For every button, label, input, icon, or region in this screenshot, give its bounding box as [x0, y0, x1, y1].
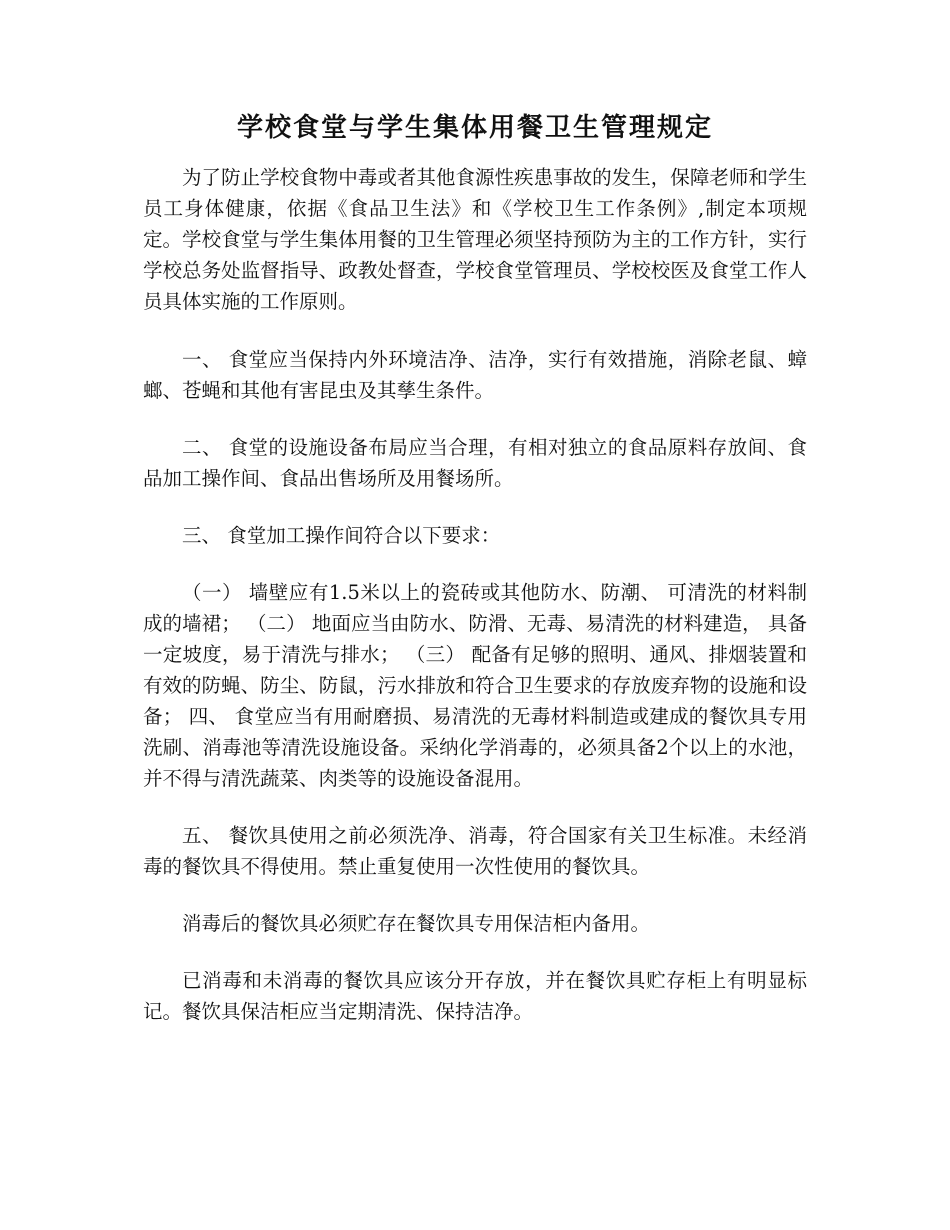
document-title: 学校食堂与学生集体用餐卫生管理规定 [236, 113, 713, 143]
paragraph-item-3: 三、 食堂加工操作间符合以下要求： [182, 524, 501, 547]
paragraph-subitems: （一） 墙壁应有1.5米以上的瓷砖或其他防水、防潮、 可清洗的材料制成的墙裙； （二） 地面应当由防水、防滑、无毒、易清洗的材料建造， 具备一定坡度，易于清洗与排水； （三） 配备有足够的照明、通风、排烟装置和有效的防蝇、防尘、防鼠，污水排放和符合卫生要求的存放废弃物的设施和设备； 四、 食堂应当有用耐磨损、易清洗的无毒材料制造或建成的餐饮具专用洗刷、消毒池等清洗设施设备。采纳化学消毒的，必须具备2个以上的水池，并不得与清洗蔬菜、肉类等的设施设备混用。 [143, 581, 807, 790]
document-page [143, 108, 807, 1053]
paragraph-separation: 已消毒和未消毒的餐饮具应该分开存放，并在餐饮具贮存柜上有明显标记。餐饮具保洁柜应当定期清洗、保持洁净。 [143, 969, 807, 1023]
paragraph-storage: 消毒后的餐饮具必须贮存在餐饮具专用保洁柜内备用。 [182, 912, 651, 935]
paragraph-item-5: 五、 餐饮具使用之前必须洗净、消毒，符合国家有关卫生标准。未经消毒的餐饮具不得使用。禁止重复使用一次性使用的餐饮具。 [143, 824, 807, 878]
paragraph-item-2: 二、 食堂的设施设备布局应当合理，有相对独立的食品原料存放间、食品加工操作间、食品出售场所及用餐场所。 [143, 436, 807, 490]
paragraph-intro: 为了防止学校食物中毒或者其他食源性疾患事故的发生，保障老师和学生员工身体健康，依据《食品卫生法》和《学校卫生工作条例》,制定本项规定。学校食堂与学生集体用餐的卫生管理必须坚持预防为主的工作方针，实行学校总务处监督指导、政教处督查，学校食堂管理员、学校校医及食堂工作人员具体实施的工作原则。 [143, 166, 807, 313]
paragraph-item-1: 一、 食堂应当保持内外环境洁净、洁净，实行有效措施，消除老鼠、蟑螂、苍蝇和其他有害昆虫及其孳生条件。 [143, 348, 807, 402]
